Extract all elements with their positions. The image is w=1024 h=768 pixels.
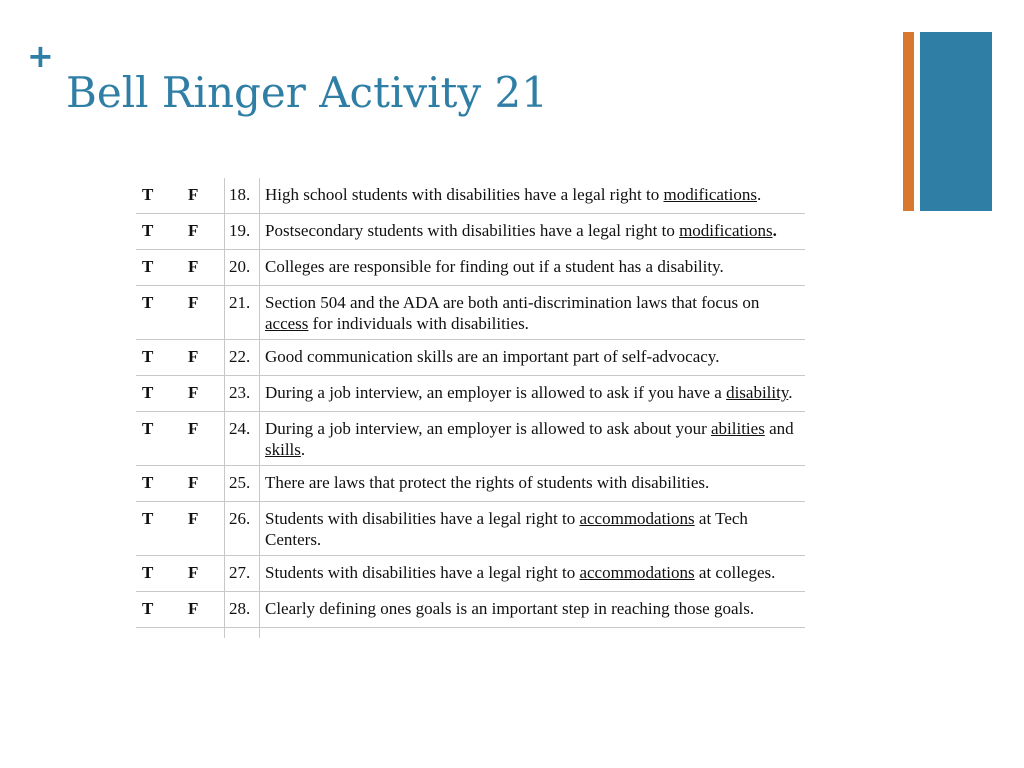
question-number: 28. [225, 592, 260, 628]
false-option[interactable]: F [178, 592, 225, 628]
question-row-21 [136, 286, 805, 340]
question-text: Students with disabilities have a legal right to accommodations at colleges. [260, 556, 806, 592]
question-row-28 [136, 592, 805, 628]
question-number: 19. [225, 214, 260, 250]
keyword: modifications [679, 221, 773, 240]
question-number: 27. [225, 556, 260, 592]
question-number: 21. [225, 286, 260, 340]
false-option[interactable]: F [178, 412, 225, 466]
true-option[interactable]: T [136, 250, 178, 286]
accent-bar-orange [903, 32, 914, 211]
keyword: disability [726, 383, 789, 402]
question-row-20 [136, 250, 805, 286]
true-option[interactable]: T [136, 178, 178, 214]
accent-bar-blue [920, 32, 992, 211]
keyword: accommodations [579, 563, 695, 582]
question-number: 18. [225, 178, 260, 214]
keyword: skills [265, 440, 301, 459]
keyword: accommodations [579, 509, 695, 528]
false-option[interactable]: F [178, 556, 225, 592]
question-row-27 [136, 556, 805, 592]
false-option[interactable]: F [178, 250, 225, 286]
false-option[interactable]: F [178, 214, 225, 250]
question-number: 23. [225, 376, 260, 412]
question-text: Good communication skills are an important part of self-advocacy. [260, 340, 806, 376]
question-text: Section 504 and the ADA are both anti-discrimination laws that focus on access for individuals with disabilities. [260, 286, 806, 340]
true-option[interactable]: T [136, 466, 178, 502]
question-text: During a job interview, an employer is allowed to ask about your abilities and skills. [260, 412, 806, 466]
tail-cell [225, 628, 260, 639]
question-row-24 [136, 412, 805, 466]
question-number: 26. [225, 502, 260, 556]
question-row-23 [136, 376, 805, 412]
question-row-26 [136, 502, 805, 556]
question-row-19 [136, 214, 805, 250]
question-text: High school students with disabilities have a legal right to modifications. [260, 178, 806, 214]
true-false-table [136, 178, 805, 638]
false-option[interactable]: F [178, 178, 225, 214]
false-option[interactable]: F [178, 340, 225, 376]
true-option[interactable]: T [136, 556, 178, 592]
question-number: 25. [225, 466, 260, 502]
false-option[interactable]: F [178, 466, 225, 502]
question-number: 24. [225, 412, 260, 466]
question-text: Colleges are responsible for finding out if a student has a disability. [260, 250, 806, 286]
false-option[interactable]: F [178, 286, 225, 340]
tail-cell [260, 628, 806, 639]
tail-cell [178, 628, 225, 639]
true-option[interactable]: T [136, 592, 178, 628]
true-option[interactable]: T [136, 502, 178, 556]
keyword: abilities [710, 419, 765, 438]
false-option[interactable]: F [178, 376, 225, 412]
true-option[interactable]: T [136, 412, 178, 466]
question-text: Clearly defining ones goals is an important step in reaching those goals. [260, 592, 806, 628]
true-option[interactable]: T [136, 340, 178, 376]
table-tail-row [136, 628, 805, 639]
question-number: 20. [225, 250, 260, 286]
true-option[interactable]: T [136, 214, 178, 250]
question-text: Students with disabilities have a legal right to accommodations at Tech Centers. [260, 502, 806, 556]
question-row-22 [136, 340, 805, 376]
keyword: access [265, 314, 309, 333]
slide-title: Bell Ringer Activity 21 [66, 68, 548, 117]
question-text: Postsecondary students with disabilities have a legal right to modifications. [260, 214, 806, 250]
plus-icon: + [27, 37, 54, 75]
question-text: During a job interview, an employer is allowed to ask if you have a disability. [260, 376, 806, 412]
false-option[interactable]: F [178, 502, 225, 556]
question-text: There are laws that protect the rights of students with disabilities. [260, 466, 806, 502]
true-option[interactable]: T [136, 286, 178, 340]
question-number: 22. [225, 340, 260, 376]
tail-cell [136, 628, 178, 639]
keyword: modifications [663, 185, 757, 204]
true-option[interactable]: T [136, 376, 178, 412]
question-row-18 [136, 178, 805, 214]
question-row-25 [136, 466, 805, 502]
